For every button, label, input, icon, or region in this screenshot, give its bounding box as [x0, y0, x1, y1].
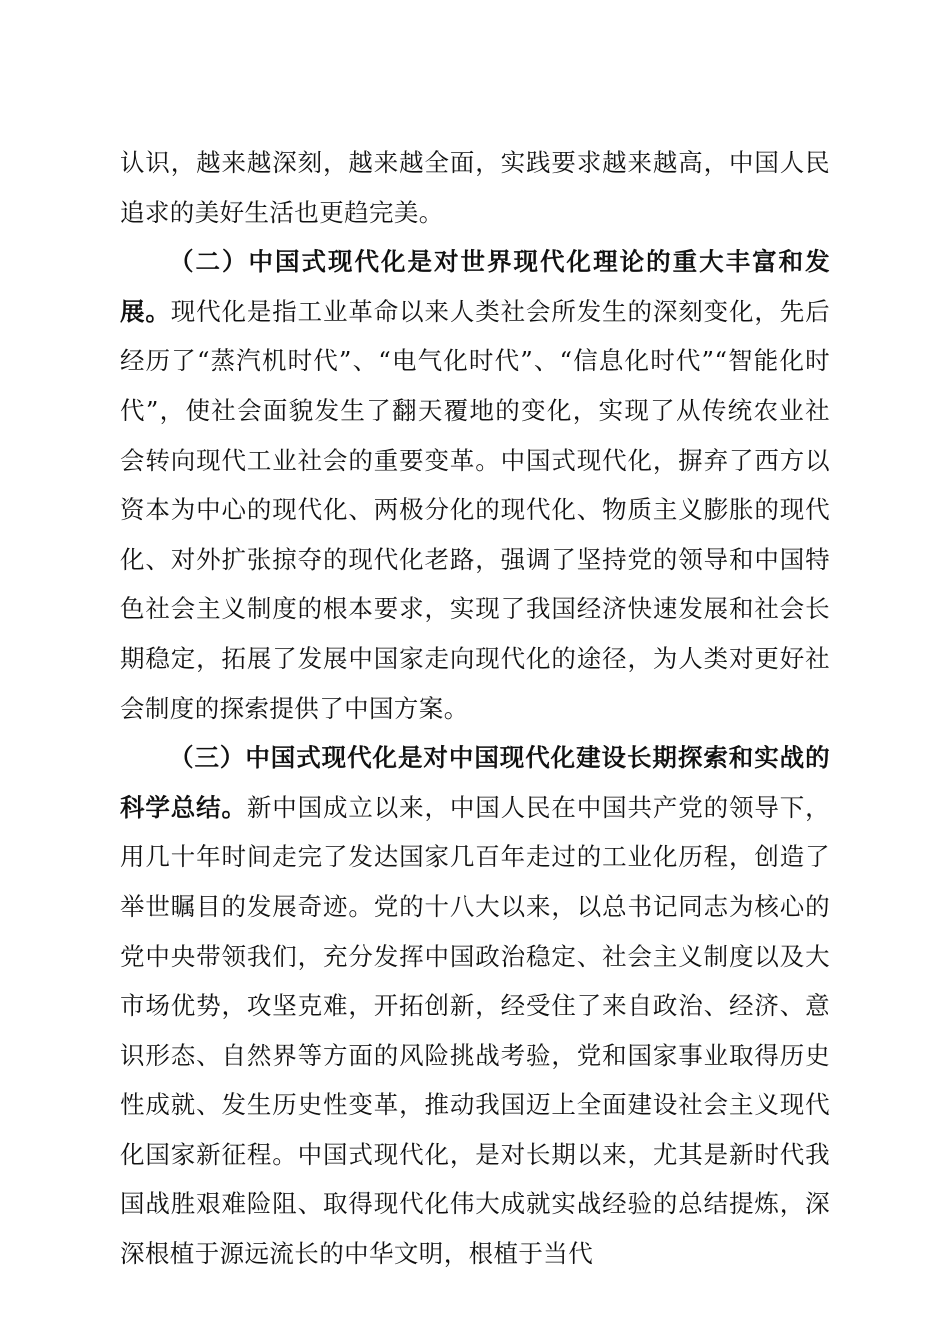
paragraph-text: 认识，越来越深刻，越来越全面，实践要求越来越高，中国人民追求的美好生活也更趋完美。 [120, 148, 830, 227]
paragraph-text: 现代化是指工业革命以来人类社会所发生的深刻变化，先后经历了“蒸汽机时代”、“电气化时代”、“信息化时代”“智能化时代”，使社会面貌发生了翻天覆地的变化，实现了从传统农业社会转向现代工业社会的重要变革。中国式现代化，摒弃了西方以资本为中心的现代化、两极分化的现代化、物质主义膨胀的现代化、对外扩张掠夺的现代化老路，强调了坚持党的领导和中国特色社会主义制度的根本要求，实现了我国经济快速发展和社会长期稳定，拓展了发展中国家走向现代化的途径，为人类对更好社会制度的探索提供了中国方案。 [120, 296, 830, 723]
paragraph-continuation [120, 138, 830, 237]
document-body [120, 138, 830, 1279]
paragraph-section-three [120, 733, 830, 1279]
paragraph-section-two [120, 237, 830, 733]
section-heading: （三）中国式现代化是对中国现代化建设长期探索和实战的科学总结。 [120, 743, 830, 822]
paragraph-text: 新中国成立以来，中国人民在中国共产党的领导下，用几十年时间走完了发达国家几百年走过的工业化历程，创造了举世瞩目的发展奇迹。党的十八大以来，以总书记同志为核心的党中央带领我们，充分发挥中国政治稳定、社会主义制度以及大市场优势，攻坚克难，开拓创新，经受住了来自政治、经济、意识形态、自然界等方面的风险挑战考验，党和国家事业取得历史性成就、发生历史性变革，推动我国迈上全面建设社会主义现代化国家新征程。中国式现代化，是对长期以来，尤其是新时代我国战胜艰难险阻、取得现代化伟大成就实战经验的总结提炼，深深根植于源远流长的中华文明，根植于当代 [120, 792, 830, 1269]
section-heading: （二）中国式现代化是对世界现代化理论的重大丰富和发展。 [120, 247, 830, 326]
